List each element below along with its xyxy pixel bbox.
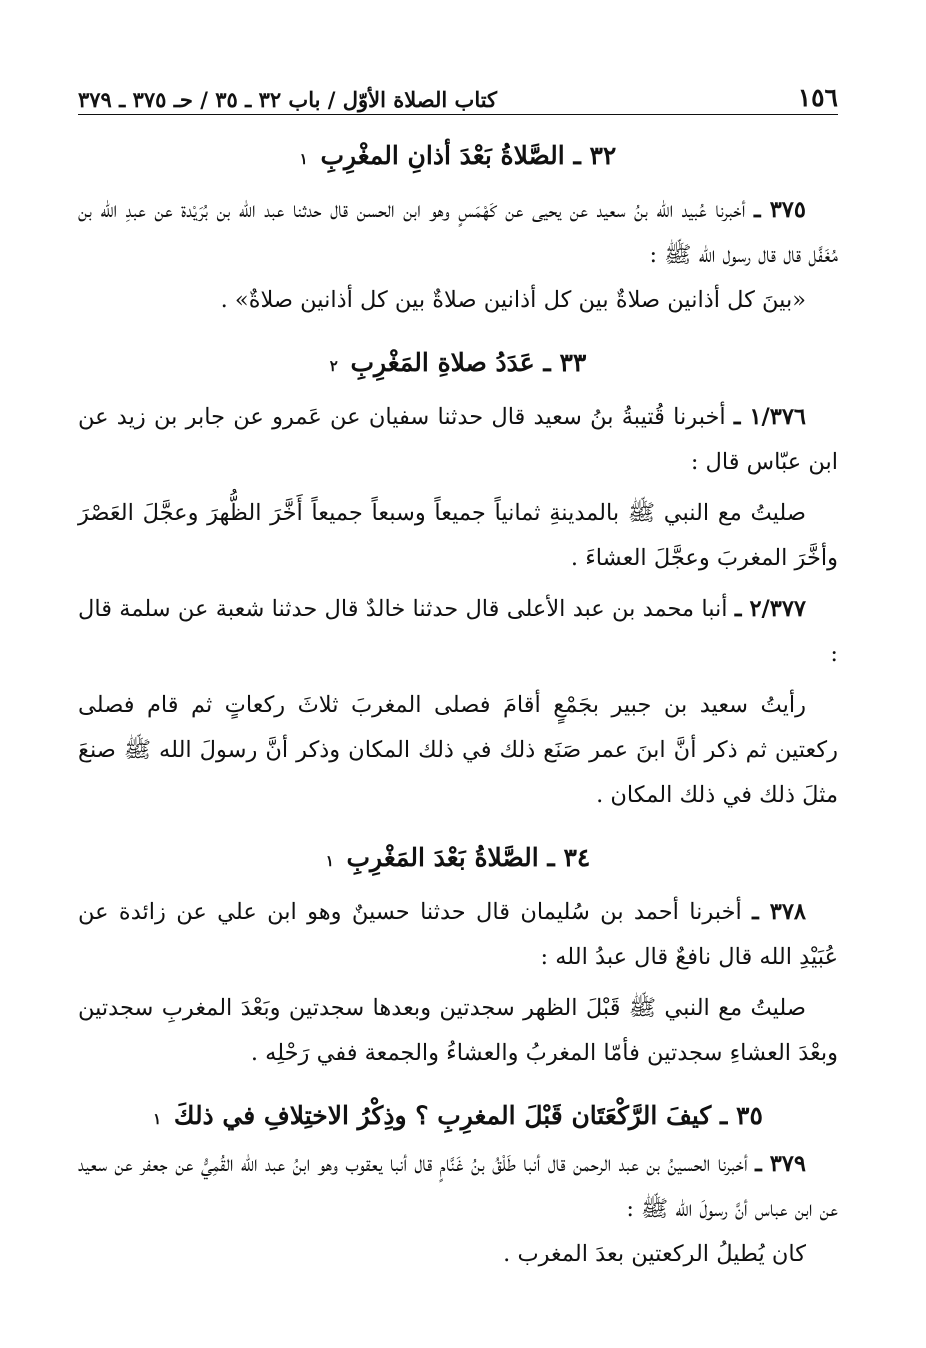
heading-text: ٣٤ ـ الصَّلاةُ بَعْدَ المَغْرِبِ: [346, 843, 591, 872]
footnote-marker: ١: [299, 150, 308, 168]
hadith-377-isnad: [78, 587, 838, 677]
hadith-379-matn: كان يُطيلُ الركعتين بعدَ المغرب .: [503, 1241, 806, 1267]
hadith-376-matn: صليتُ مع النبي ﷺ بالمدينةِ ثمانياً جميعاً وسبعاً جميعاً أَخَّرَ الظُّهرَ وعجَّلَ العَصْرَ وأخَّرَ المغربَ وعجَّلَ العشاءَ .: [78, 500, 838, 571]
hadith-number: ٣٧٥ ـ: [753, 197, 806, 223]
running-header: [78, 72, 838, 115]
chapter-heading-34: [78, 832, 838, 884]
isnad-text: أخبرنا عُبيد الله بنُ سعيد عن يحيى عن كَهْمَسٍ وهو ابن الحسن قال حدثنا عبد الله بن بُرَيْدة عن عبدِ الله بن مُغَفَّل قال قال رسول الله ﷺ :: [78, 197, 838, 268]
footnote-marker: ١: [153, 1110, 162, 1128]
hadith-378-isnad: [78, 890, 838, 980]
hadith-number: ١/٣٧٦ ـ: [733, 404, 806, 430]
hadith-378-matn: صليتُ مع النبي ﷺ قَبْلَ الظهر سجدتين وبعدها سجدتين وبَعْدَ المغربِ سجدتين وبعْدَ العشاءِ سجدتين فأمّا المغربُ والعشاءُ والجمعة ففي رَحْلِه .: [78, 995, 838, 1066]
page-content: [78, 130, 838, 1277]
chapter-heading-35: [78, 1090, 838, 1142]
footnote-marker: ١: [325, 852, 334, 870]
isnad-text: أنبا محمد بن عبد الأعلى قال حدثنا خالدٌ قال حدثنا شعبة عن سلمة قال :: [78, 596, 838, 667]
chapter-heading-32: [78, 130, 838, 182]
isnad-text: أخبرنا أحمد بن سُليمان قال حدثنا حسينٌ وهو ابن علي عن زائدة عن عُبَيْدِ الله قال نافعٌ قال عبدُ الله :: [78, 899, 838, 970]
heading-text: ٣٢ ـ الصَّلاةُ بَعْدَ أذانِ المغْرِبِ: [320, 141, 617, 170]
page-number: ١٥٦: [797, 83, 838, 112]
running-title: كتاب الصلاة الأوّل / باب ٣٢ ـ ٣٥ / حـ ٣٧٥ ـ ٣٧٩: [78, 87, 498, 112]
isnad-text: أخبرنا قُتيبةُ بنُ سعيد قال حدثنا سفيان عن عَمرو عن جابر بن زيد عن ابن عبّاس قال :: [78, 404, 838, 475]
chapter-heading-33: [78, 337, 838, 389]
footnote-marker: ٢: [329, 357, 338, 375]
hadith-379-isnad: [78, 1142, 838, 1232]
hadith-375-matn: «بينَ كل أذانين صلاةٌ بين كل أذانين صلاةٌ بين كل أذانين صلاةٌ» .: [220, 287, 806, 313]
hadith-number: ٢/٣٧٧ ـ: [734, 596, 806, 622]
hadith-376-isnad: [78, 395, 838, 485]
hadith-377-matn: رأيتُ سعيد بن جبير بجَمْعٍ أقامَ فصلى المغربَ ثلاثَ ركعاتٍ ثم قام فصلى ركعتين ثم ذكر أنَّ ابنَ عمر صَنَع ذلك في ذلك المكان وذكر أنَّ رسولَ الله ﷺ صنعَ مثلَ ذلك في ذلك المكان .: [78, 692, 838, 808]
hadith-number: ٣٧٩ ـ: [755, 1151, 806, 1177]
hadith-375-isnad: [78, 188, 838, 278]
heading-text: ٣٥ ـ كيفَ الرَّكْعَتَان قَبْلَ المغرِبِ ؟ وذِكْرُ الاختِلافِ في ذلكَ: [173, 1101, 763, 1130]
hadith-number: ٣٧٨ ـ: [752, 899, 806, 925]
heading-text: ٣٣ ـ عَدَدُ صلاةِ المَغْرِبِ: [350, 348, 587, 377]
isnad-text: أخبرنا الحسينُ بن عبد الرحمن قال أنبا طَلْقُ بنُ غَنَّامٍ قال أنبا يعقوب وهو ابنُ عبد الله القُمِيُّ عن جعفر عن سعيد عن ابن عباس أنَّ رسولَ الله ﷺ :: [78, 1151, 838, 1222]
